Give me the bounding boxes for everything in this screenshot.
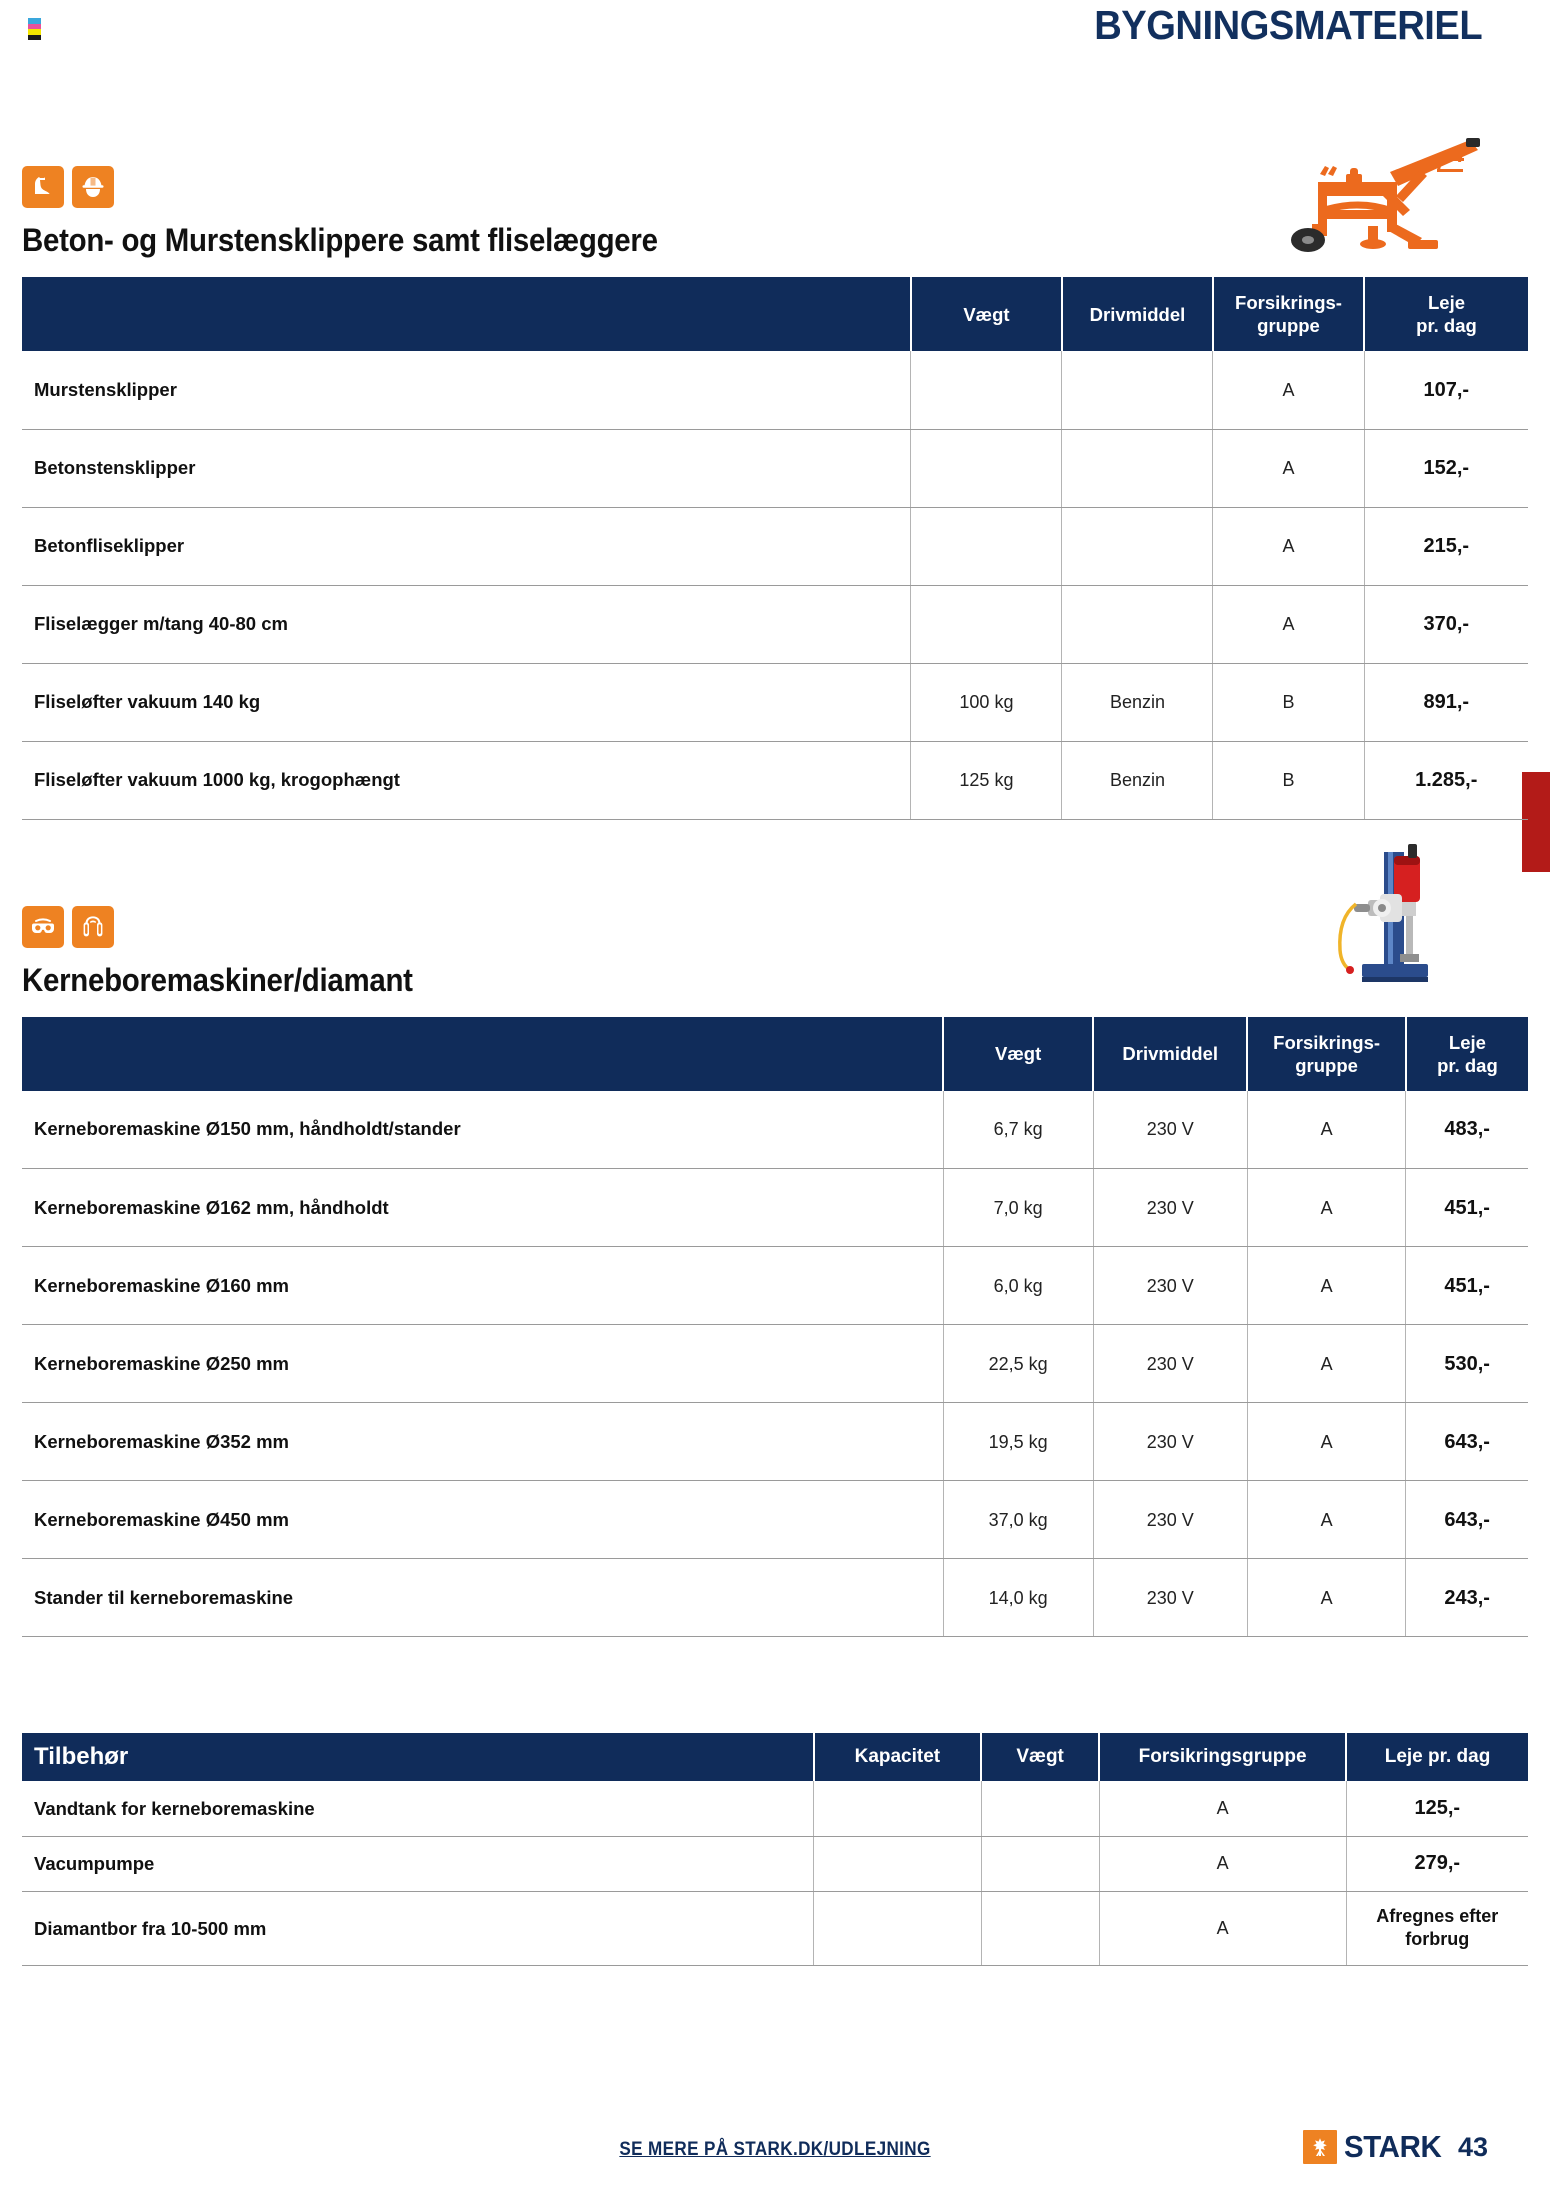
cell-name: Betonstensklipper (22, 429, 911, 507)
cell-gruppe: A (1247, 1481, 1406, 1559)
cell-leje: 483,- (1406, 1091, 1528, 1169)
col-header-leje (1406, 1017, 1528, 1091)
cell-gruppe: A (1247, 1325, 1406, 1403)
col-header-vaegt-line1: Vægt (963, 303, 1010, 325)
table-header-row (22, 1017, 1528, 1091)
cell-name: Fliseløfter vakuum 1000 kg, krogophængt (22, 741, 911, 819)
col-header-kapacitet: Kapacitet (814, 1733, 982, 1781)
cell-vaegt: 37,0 kg (943, 1481, 1093, 1559)
cell-name: Kerneboremaskine Ø250 mm (22, 1325, 943, 1403)
cell-gruppe: A (1213, 351, 1364, 429)
cell-name: Kerneboremaskine Ø160 mm (22, 1247, 943, 1325)
cell-name: Kerneboremaskine Ø162 mm, håndholdt (22, 1169, 943, 1247)
table-row (22, 663, 1528, 741)
col-header-vaegt (911, 277, 1062, 351)
cell-drivmiddel: Benzin (1062, 663, 1213, 741)
cell-vaegt (911, 429, 1062, 507)
col-header-name (22, 1017, 943, 1091)
page-content (22, 0, 1528, 1966)
cell-vaegt: 100 kg (911, 663, 1062, 741)
cell-name: Diamantbor fra 10-500 mm (22, 1891, 814, 1965)
cell-vaegt (981, 1781, 1099, 1836)
cell-vaegt: 6,0 kg (943, 1247, 1093, 1325)
col-header-forsikringsgruppe-line1: Forsikrings- (1273, 1031, 1381, 1053)
table-row (22, 1891, 1528, 1965)
col-header-leje-line2: pr. dag (1416, 315, 1477, 336)
cell-gruppe: A (1099, 1836, 1346, 1891)
cell-vaegt: 6,7 kg (943, 1091, 1093, 1169)
cell-vaegt (981, 1891, 1099, 1965)
cell-drivmiddel: 230 V (1093, 1481, 1247, 1559)
cell-leje: 243,- (1406, 1559, 1528, 1637)
section-title-kerneboremaskiner: Kerneboremaskiner/diamant (22, 961, 413, 998)
ppe-icon-row (22, 166, 1528, 208)
cell-drivmiddel: 230 V (1093, 1091, 1247, 1169)
page-footer (0, 2129, 1550, 2173)
section-title-beton: Beton- og Murstensklippere samt fliselæggere (22, 222, 658, 258)
section-beton-murstensklippere (22, 166, 1528, 820)
cell-name: Kerneboremaskine Ø450 mm (22, 1481, 943, 1559)
cell-leje: 530,- (1406, 1325, 1528, 1403)
cell-leje: 125,- (1346, 1781, 1528, 1836)
table-row (22, 1781, 1528, 1836)
col-header-forsikringsgruppe-line1: Forsikrings- (1235, 292, 1342, 313)
cell-gruppe: A (1247, 1247, 1406, 1325)
col-header-forsikringsgruppe (1213, 277, 1364, 351)
table-row (22, 1325, 1528, 1403)
table-row (22, 1247, 1528, 1325)
cell-kapacitet (814, 1891, 982, 1965)
col-header-leje: Leje pr. dag (1346, 1733, 1528, 1781)
brand-name: STARK (1344, 2129, 1442, 2164)
cell-leje: 215,- (1364, 507, 1528, 585)
cell-gruppe: B (1213, 663, 1364, 741)
cell-name: Vandtank for kerneboremaskine (22, 1781, 814, 1836)
table-row (22, 351, 1528, 429)
cell-drivmiddel: 230 V (1093, 1403, 1247, 1481)
cell-vaegt (911, 351, 1062, 429)
safety-boot-icon (22, 166, 64, 208)
col-header-leje-line1: Leje (1448, 1031, 1486, 1053)
cell-leje: 451,- (1406, 1169, 1528, 1247)
col-header-vaegt (943, 1017, 1093, 1091)
col-header-forsikringsgruppe-line2: gruppe (1257, 315, 1320, 336)
cell-name: Betonfliseklipper (22, 507, 911, 585)
cell-gruppe: A (1213, 429, 1364, 507)
col-header-leje (1364, 277, 1528, 351)
col-header-drivmiddel-line1: Drivmiddel (1122, 1043, 1219, 1064)
table-row (22, 1169, 1528, 1247)
cell-drivmiddel: 230 V (1093, 1169, 1247, 1247)
section-kerneboremaskiner (22, 906, 1528, 1638)
cell-drivmiddel (1062, 585, 1213, 663)
cell-leje: Afregnes efter forbrug (1346, 1891, 1528, 1965)
cell-drivmiddel (1062, 429, 1213, 507)
cell-name: Fliselægger m/tang 40-80 cm (22, 585, 911, 663)
cell-leje: 451,- (1406, 1247, 1528, 1325)
cell-drivmiddel: Benzin (1062, 741, 1213, 819)
cell-gruppe: A (1099, 1891, 1346, 1965)
section-tilbehoer (22, 1733, 1528, 1966)
stark-mark-icon (1303, 2130, 1337, 2164)
page-number: 43 (1457, 2131, 1488, 2162)
table-row (22, 507, 1528, 585)
cell-name: Stander til kerneboremaskine (22, 1559, 943, 1637)
cell-name: Vacumpumpe (22, 1836, 814, 1891)
table-row (22, 741, 1528, 819)
col-header-leje-line1: Leje (1427, 292, 1466, 313)
cell-vaegt: 125 kg (911, 741, 1062, 819)
cell-gruppe: A (1213, 585, 1364, 663)
col-header-drivmiddel (1062, 277, 1213, 351)
col-header-vaegt-line1: Vægt (995, 1043, 1042, 1064)
cell-gruppe: A (1099, 1781, 1346, 1836)
col-header-leje-line2: pr. dag (1437, 1054, 1498, 1076)
table-header-row (22, 1733, 1528, 1781)
cell-leje: 643,- (1406, 1481, 1528, 1559)
cell-vaegt (981, 1836, 1099, 1891)
col-header-vaegt: Vægt (981, 1733, 1099, 1781)
table-row (22, 429, 1528, 507)
col-header-drivmiddel-line1: Drivmiddel (1089, 303, 1186, 325)
cell-gruppe: A (1247, 1403, 1406, 1481)
cell-kapacitet (814, 1836, 982, 1891)
table-row (22, 1481, 1528, 1559)
cell-vaegt: 7,0 kg (943, 1169, 1093, 1247)
cell-leje: 1.285,- (1364, 741, 1528, 819)
table-row (22, 1559, 1528, 1637)
cell-leje: 279,- (1346, 1836, 1528, 1891)
cell-name: Fliseløfter vakuum 140 kg (22, 663, 911, 741)
brand-logo (1303, 2129, 1488, 2165)
cell-gruppe: B (1213, 741, 1364, 819)
cell-leje: 107,- (1364, 351, 1528, 429)
cell-kapacitet (814, 1781, 982, 1836)
footer-link-udlejning[interactable]: SE MERE PÅ STARK.DK/UDLEJNING (619, 2139, 931, 2160)
cell-drivmiddel (1062, 351, 1213, 429)
cell-vaegt: 19,5 kg (943, 1403, 1093, 1481)
cell-gruppe: A (1247, 1559, 1406, 1637)
table-row (22, 1091, 1528, 1169)
cell-drivmiddel (1062, 507, 1213, 585)
col-header-drivmiddel (1093, 1017, 1247, 1091)
cell-leje: 891,- (1364, 663, 1528, 741)
col-header-forsikringsgruppe (1247, 1017, 1406, 1091)
cell-gruppe: A (1247, 1091, 1406, 1169)
cell-leje: 643,- (1406, 1403, 1528, 1481)
cell-vaegt (911, 507, 1062, 585)
ear-protection-icon (72, 906, 114, 948)
cell-leje: 370,- (1364, 585, 1528, 663)
cell-name: Murstensklipper (22, 351, 911, 429)
cell-gruppe: A (1213, 507, 1364, 585)
table-row (22, 1403, 1528, 1481)
cell-leje: 152,- (1364, 429, 1528, 507)
safety-goggles-icon (22, 906, 64, 948)
cell-gruppe: A (1247, 1169, 1406, 1247)
col-header-forsikringsgruppe: Forsikringsgruppe (1099, 1733, 1346, 1781)
cell-name: Kerneboremaskine Ø150 mm, håndholdt/stander (22, 1091, 943, 1169)
cell-vaegt: 22,5 kg (943, 1325, 1093, 1403)
col-header-name (22, 277, 911, 351)
cell-drivmiddel: 230 V (1093, 1559, 1247, 1637)
col-header-forsikringsgruppe-line2: gruppe (1295, 1054, 1358, 1076)
cell-drivmiddel: 230 V (1093, 1247, 1247, 1325)
ppe-icon-row (22, 906, 1528, 948)
table-row (22, 1836, 1528, 1891)
page-title: BYGNINGSMATERIEL (1094, 2, 1482, 48)
rental-table-beton (22, 277, 1528, 820)
rental-table-kerneboremaskiner (22, 1017, 1528, 1638)
table-row (22, 585, 1528, 663)
cell-vaegt (911, 585, 1062, 663)
cell-name: Kerneboremaskine Ø352 mm (22, 1403, 943, 1481)
cell-drivmiddel: 230 V (1093, 1325, 1247, 1403)
cell-vaegt: 14,0 kg (943, 1559, 1093, 1637)
hard-hat-icon (72, 166, 114, 208)
accessories-table (22, 1733, 1528, 1966)
col-header-tilbehoer: Tilbehør (22, 1733, 814, 1781)
table-header-row (22, 277, 1528, 351)
